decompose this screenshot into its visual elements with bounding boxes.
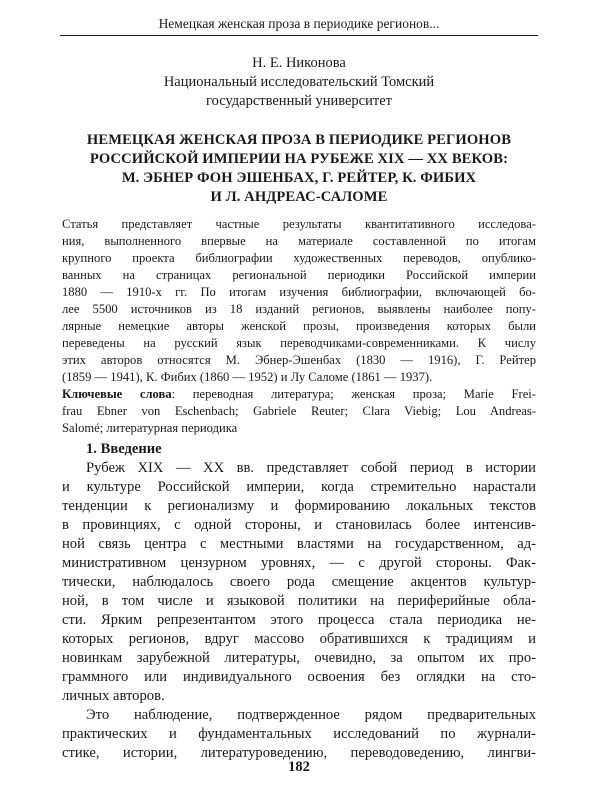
abstract-line: Статья представляет частные результаты квантитативного исследова- — [62, 217, 536, 231]
keywords-line: frau Ebner von Eschenbach; Gabriele Reuter; Clara Viebig; Lou Andreas- — [62, 404, 536, 418]
title-line: М. ЭБНЕР ФОН ЭШЕНБАХ, Г. РЕЙТЕР, К. ФИБИХ — [121, 170, 477, 186]
article-title — [60, 131, 538, 207]
body-line: ной, в том числе и языковой политики на периферийные обла- — [62, 593, 536, 609]
title-line: И Л. АНДРЕАС-САЛОМЕ — [210, 189, 388, 205]
author-name: Н. Е. Никонова — [252, 55, 346, 71]
section-heading: 1. Введение — [86, 441, 162, 457]
abstract-line: (1859 — 1941), К. Фибих (1860 — 1952) и Лу Саломе (1861 — 1937). — [62, 370, 433, 384]
body-line: министративном цензурном уровнях, — с другой стороны. Фак- — [62, 555, 536, 571]
affiliation-line: Национальный исследовательский Томский — [163, 74, 435, 90]
body-line: тически, наблюдалось своего рода смещение акцентов культур- — [62, 574, 536, 590]
body-line: новинкам зарубежной литературы, очевидно, за опытом их про- — [62, 650, 536, 666]
running-head: Немецкая женская проза в периодике регионов... — [158, 16, 440, 31]
keywords-line: Salomé; литературная периодика — [62, 421, 238, 435]
body-line: стике, истории, литературоведению, переводоведению, лингви- — [62, 745, 536, 761]
body-line: практических и фундаментальных исследований по журнали- — [62, 726, 536, 742]
keywords-text: : переводная литература; женская проза; Marie Frei- — [171, 387, 536, 401]
abstract-line: лее 5500 источников из 18 изданий регионов, выявлены наиболее попу- — [62, 302, 536, 316]
author-block — [60, 54, 538, 111]
body-line: Рубеж XIX — XX вв. представляет собой период в истории — [86, 460, 536, 476]
affiliation-line: государственный университет — [206, 93, 392, 109]
body-line: в провинциях, с одной стороны, и становилась более интенсив- — [62, 517, 536, 533]
title-line: РОССИЙСКОЙ ИМПЕРИИ НА РУБЕЖЕ XIX — XX ВЕКОВ: — [89, 151, 509, 167]
body-line: ной связь центра с местными властями на государственном, ад- — [62, 536, 536, 552]
page-number: 182 — [288, 759, 310, 775]
abstract-line: этих авторов относятся М. Эбнер-Эшенбах (1830 — 1916), Г. Рейтер — [62, 353, 536, 367]
header-rule — [60, 35, 538, 36]
article-body — [62, 440, 536, 763]
body-line: личных авторов. — [62, 688, 165, 704]
abstract-line: ния, выполненного впервые на материале составленной по итогам — [62, 234, 536, 248]
abstract-line: ванных на страницах региональной периодики Российской империи — [62, 268, 536, 282]
body-line: которых регионов, вдруг массово обратившихся к традициям и — [62, 631, 536, 647]
keywords-label: Ключевые слова — [62, 387, 172, 401]
abstract-line: 1880 — 1910-х гг. По итогам изучения библиографии, включающей бо- — [62, 285, 536, 299]
body-line: тенденции к регионализму и формированию локальных текстов — [62, 498, 536, 514]
body-line: граммного или индивидуального освоения без оглядки на сто- — [62, 669, 536, 685]
abstract — [62, 216, 536, 437]
abstract-line: переведены на русский язык переводчиками-современниками. К числу — [62, 336, 536, 350]
abstract-line: крупного проекта библиографии художественных переводов, опублико- — [62, 251, 536, 265]
abstract-line: лярные немецкие авторы женской прозы, произведения которых были — [62, 319, 536, 333]
keywords-line — [62, 386, 536, 403]
body-line: и культуре Российской империи, когда стремительно нарастали — [62, 479, 536, 495]
title-line: НЕМЕЦКАЯ ЖЕНСКАЯ ПРОЗА В ПЕРИОДИКЕ РЕГИОНОВ — [86, 132, 512, 148]
body-line: сти. Ярким репрезентантом этого процесса стала периодика не- — [62, 612, 536, 628]
body-line: Это наблюдение, подтвержденное рядом предварительных — [86, 707, 536, 723]
